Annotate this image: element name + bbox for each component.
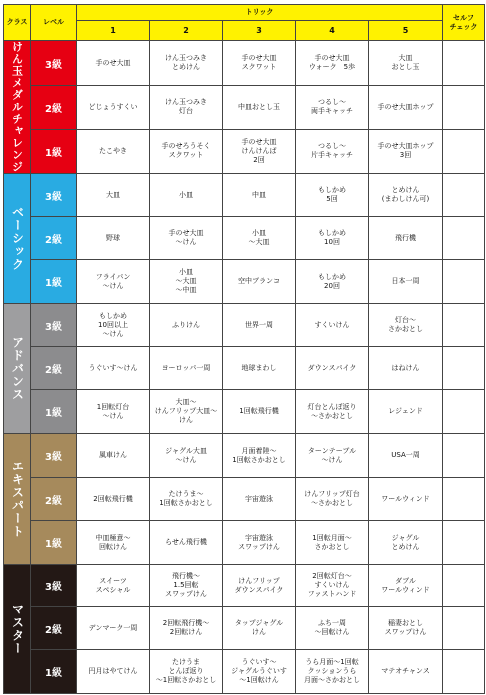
trick-cell: 灯台〜 さかおとし [369,304,443,347]
trick-cell: 手のせ大皿ホップ [369,86,443,129]
self-check-header: セルフ チェック [443,5,485,41]
class-label [4,434,31,565]
trick-cell: けんフリップ ダウンスパイク [223,565,296,607]
class-label-text: マスター [10,603,25,655]
trick-cell: けん玉つみき とめけん [150,41,223,86]
trick-cell: 手のせ大皿 けんけんぱ 2回 [223,129,296,173]
trick-cell: 2回転飛行機 [77,478,150,521]
class-label [4,565,31,694]
trick-cell: 手のせ大皿 ウォーク 5歩 [296,41,369,86]
level-label: 1級 [31,390,77,434]
level-label: 1級 [31,650,77,694]
trick-cell: 2回転灯台〜 すくいけん ファストハンド [296,565,369,607]
trick-cell: レジェンド [369,390,443,434]
trick-cell: けんフリップ灯台 〜さかおとし [296,478,369,521]
class-label-text: ベーシック [10,206,25,271]
trick-cell: 小皿 〜大皿 [223,217,296,260]
trick-cell: 小皿 [150,174,223,217]
trick-cell: デンマーク一周 [77,607,150,650]
trick-cell: 手のせ大皿 [77,41,150,86]
grade-row [4,434,485,478]
level-label: 2級 [31,478,77,521]
trick-cell: どじょうすくい [77,86,150,129]
column-number: 2 [150,21,223,41]
level-label: 2級 [31,347,77,390]
self-check-box[interactable] [443,217,485,260]
trick-cell: ターンテーブル 〜けん [296,434,369,478]
trick-cell: 日本一周 [369,260,443,304]
class-label-text: アドバンス [10,336,25,401]
trick-cell: 中皿おとし玉 [223,86,296,129]
trick-cell: 宇宙遊泳 スワップけん [223,521,296,565]
level-label: 3級 [31,304,77,347]
trick-cell: 2回転飛行機〜 2回転けん [150,607,223,650]
class-label [4,41,31,174]
grade-row [4,41,485,86]
trick-cell: 手のせ大皿ホップ 3回 [369,129,443,173]
level-label: 3級 [31,41,77,86]
trick-cell: 大皿 おとし玉 [369,41,443,86]
trick-cell: ジャグル とめけん [369,521,443,565]
trick-cell: 小皿 〜大皿 〜中皿 [150,260,223,304]
trick-cell: 風車けん [77,434,150,478]
trick-cell: 1回転月面〜 さかおとし [296,521,369,565]
self-check-box[interactable] [443,650,485,694]
level-label: 1級 [31,521,77,565]
self-check-box[interactable] [443,607,485,650]
trick-cell: もしかめ 10回 [296,217,369,260]
trick-cell: 大皿 [77,174,150,217]
grade-row [4,86,485,129]
trick-cell: もしかめ 5回 [296,174,369,217]
trick-cell: スイーツ スペシャル [77,565,150,607]
grade-row [4,650,485,694]
trick-cell: タップジャグル けん [223,607,296,650]
self-check-box[interactable] [443,434,485,478]
self-check-box[interactable] [443,347,485,390]
self-check-box[interactable] [443,304,485,347]
trick-cell: すくいけん [296,304,369,347]
trick-cell: USA一周 [369,434,443,478]
self-check-box[interactable] [443,390,485,434]
trick-cell: ワールウィンド [369,478,443,521]
trick-cell: ダブル ワールウィンド [369,565,443,607]
class-label [4,174,31,304]
trick-cell: 円月はやてけん [77,650,150,694]
grade-row [4,478,485,521]
trick-cell: 世界一周 [223,304,296,347]
trick-cell: 月面着陸〜 1回転さかおとし [223,434,296,478]
trick-cell: うぐいす〜 ジャグルうぐいす 〜1回転けん [223,650,296,694]
trick-cell: らせん飛行機 [150,521,223,565]
trick-cell: 手のせ大皿 スクワット [223,41,296,86]
grade-row [4,129,485,173]
grade-row [4,304,485,347]
trick-cell: もしかめ 20回 [296,260,369,304]
trick-cell: もしかめ 10回以上 〜けん [77,304,150,347]
level-label: 3級 [31,565,77,607]
trick-cell: 飛行機〜 1.5回転 スワップけん [150,565,223,607]
trick-cell: 1回転灯台 〜けん [77,390,150,434]
trick-cell: 稲妻おとし スワップけん [369,607,443,650]
trick-cell: ダウンスパイク [296,347,369,390]
grade-row [4,565,485,607]
trick-cell: たけうま〜 1回転さかおとし [150,478,223,521]
trick-header: トリック [77,5,443,21]
trick-cell: 宇宙遊泳 [223,478,296,521]
self-check-box[interactable] [443,41,485,86]
level-label: 3級 [31,174,77,217]
column-number: 5 [369,21,443,41]
class-label [4,304,31,434]
grade-table [3,4,485,694]
level-label: 2級 [31,607,77,650]
trick-cell: ふりけん [150,304,223,347]
level-label: 2級 [31,217,77,260]
self-check-box[interactable] [443,260,485,304]
level-label: 3級 [31,434,77,478]
column-number: 1 [77,21,150,41]
trick-cell: けん玉つみき 灯台 [150,86,223,129]
trick-cell: 手のせろうそく スクワット [150,129,223,173]
grade-row [4,607,485,650]
self-check-box[interactable] [443,521,485,565]
column-number: 3 [223,21,296,41]
column-number: 4 [296,21,369,41]
grade-row [4,390,485,434]
trick-cell: うぐいす〜けん [77,347,150,390]
level-header: レベル [31,5,77,41]
trick-cell: 大皿〜 けんフリップ大皿〜 けん [150,390,223,434]
trick-cell: 中皿極意〜 回転けん [77,521,150,565]
grade-row [4,174,485,217]
trick-cell: たこやき [77,129,150,173]
trick-cell: つるし〜 片手キャッチ [296,129,369,173]
trick-cell: 手のせ大皿 〜けん [150,217,223,260]
trick-cell: マテオチャンス [369,650,443,694]
level-label: 1級 [31,260,77,304]
trick-cell: はねけん [369,347,443,390]
trick-cell: うら月面〜1回転 クッションうら 月面〜さかおとし [296,650,369,694]
class-header: クラス [4,5,31,41]
trick-cell: ヨーロッパ一周 [150,347,223,390]
trick-cell: 野球 [77,217,150,260]
trick-cell: 1回転飛行機 [223,390,296,434]
trick-cell: 飛行機 [369,217,443,260]
trick-cell: つるし〜 両手キャッチ [296,86,369,129]
self-check-box[interactable] [443,86,485,129]
self-check-box[interactable] [443,129,485,173]
class-label-text: けん玉メダルチャレンジ [10,41,24,173]
trick-cell: ふち一周 〜回転けん [296,607,369,650]
trick-cell: ジャグル大皿 〜けん [150,434,223,478]
trick-cell: 空中ブランコ [223,260,296,304]
self-check-box[interactable] [443,174,485,217]
trick-cell: とめけん (まわしけん可) [369,174,443,217]
grade-row [4,521,485,565]
level-label: 1級 [31,129,77,173]
trick-cell: 灯台とんぼ返り 〜さかおとし [296,390,369,434]
trick-cell: 中皿 [223,174,296,217]
class-label-text: エキスパート [10,460,25,538]
self-check-box[interactable] [443,565,485,607]
self-check-box[interactable] [443,478,485,521]
grade-row [4,217,485,260]
trick-cell: フライパン 〜けん [77,260,150,304]
grade-row [4,260,485,304]
trick-cell: 地球まわし [223,347,296,390]
level-label: 2級 [31,86,77,129]
grade-row [4,347,485,390]
trick-cell: たけうま とんぼ返り 〜1回転さかおとし [150,650,223,694]
